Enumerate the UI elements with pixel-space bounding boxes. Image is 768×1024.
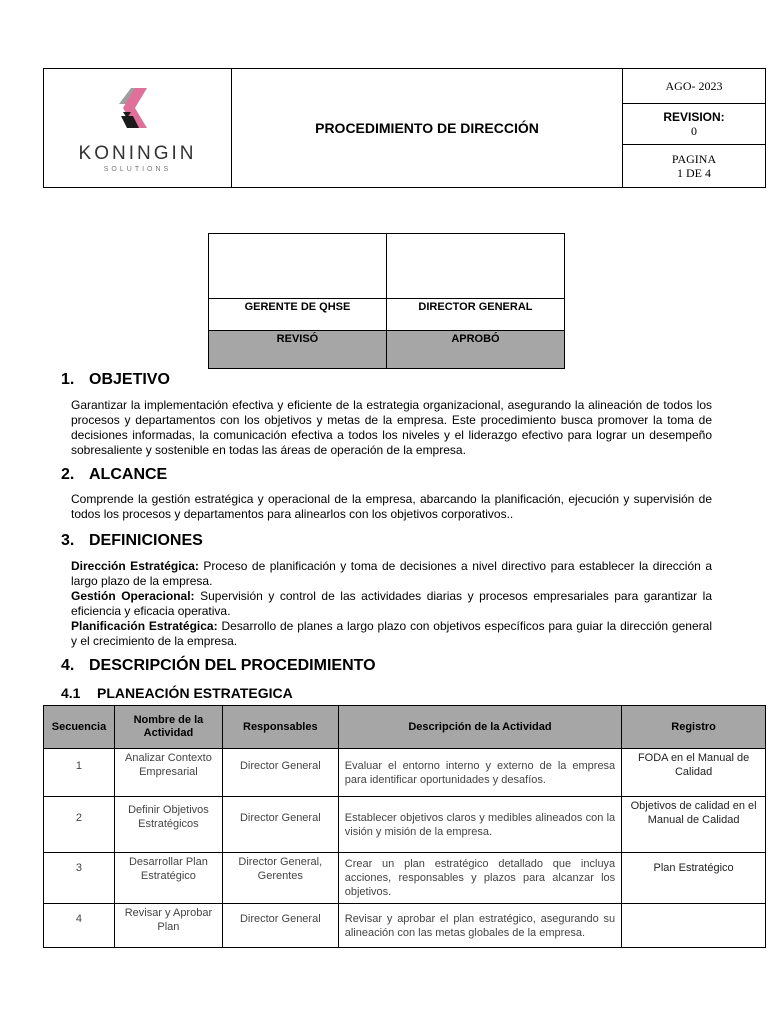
definition-item: Planificación Estratégica: Desarrollo de planes a largo plazo con objetivos específicos para guiar la dirección general y el crecimiento de la empresa. xyxy=(71,619,712,648)
cell-responsible: Director General, Gerentes xyxy=(222,853,338,904)
section-text-objetivo: Garantizar la implementación efectiva y eficiente de la estrategia organizacional, asegurando la alineación de todos los procesos y departamentos con los objetivos y metas de la empresa. Este procedimiento busca promover la toma de decisiones informadas, la comunicación efectiva a todos los niveles y el liderazgo efectivo para lograr un desempeño sobresaliente y sostenible en todas las áreas de operación de la empresa. xyxy=(71,398,712,457)
section-heading-alcance: 2. ALCANCE xyxy=(61,466,168,483)
cell-sequence: 3 xyxy=(44,853,115,904)
cell-activity: Analizar Contexto Empresarial xyxy=(114,749,222,797)
table-row xyxy=(44,797,766,853)
cell-responsible: Director General xyxy=(222,749,338,797)
revision-value: 0 xyxy=(691,124,697,138)
table-row xyxy=(44,853,766,904)
section-heading-definiciones: 3. DEFINICIONES xyxy=(61,532,203,549)
cell-description: Crear un plan estratégico detallado que incluya acciones, responsables y plazos para alcanzar los objetivos. xyxy=(338,853,621,904)
procedure-table xyxy=(43,705,766,948)
logo-cell xyxy=(44,69,232,188)
section-heading-objetivo: 1. OBJETIVO xyxy=(61,371,170,388)
revision-cell xyxy=(623,104,766,145)
table-row xyxy=(44,749,766,797)
signer-right-name: DIRECTOR GENERAL xyxy=(386,299,564,331)
cell-record: FODA en el Manual de Calidad xyxy=(622,749,766,797)
company-subtitle: SOLUTIONS xyxy=(103,165,172,173)
cell-record: Plan Estratégico xyxy=(622,853,766,904)
page-cell xyxy=(623,145,766,188)
signature-space-left xyxy=(209,234,387,299)
cell-record: Objetivos de calidad en el Manual de Calidad xyxy=(622,797,766,853)
cell-sequence: 1 xyxy=(44,749,115,797)
cell-sequence: 4 xyxy=(44,904,115,948)
cell-description: Evaluar el entorno interno y externo de la empresa para identificar oportunidades y desafíos. xyxy=(338,749,621,797)
table-row xyxy=(44,904,766,948)
cell-activity: Definir Objetivos Estratégicos xyxy=(114,797,222,853)
cell-sequence: 2 xyxy=(44,797,115,853)
column-header: Registro xyxy=(622,706,766,749)
column-header: Nombre de la Actividad xyxy=(114,706,222,749)
signer-right-role: APROBÓ xyxy=(386,331,564,369)
page-label: PAGINA xyxy=(671,152,717,166)
column-header: Responsables xyxy=(222,706,338,749)
definitions-list xyxy=(71,559,712,649)
document-title: PROCEDIMIENTO DE DIRECCIÓN xyxy=(232,69,623,188)
definition-item: Dirección Estratégica: Proceso de planificación y toma de decisiones a nivel directivo para establecer la dirección a largo plazo de la empresa. xyxy=(71,559,712,588)
column-header: Secuencia xyxy=(44,706,115,749)
revision-label: REVISION: xyxy=(663,110,725,124)
cell-activity: Revisar y Aprobar Plan xyxy=(114,904,222,948)
cell-responsible: Director General xyxy=(222,904,338,948)
koningin-logo-icon xyxy=(113,84,163,134)
signer-left-role: REVISÓ xyxy=(209,331,387,369)
company-name: KONINGIN xyxy=(78,142,197,164)
definition-item: Gestión Operacional: Supervisión y control de las actividades diarias y procesos empresariales para garantizar la eficiencia y eficacia operativa. xyxy=(71,589,713,618)
cell-description: Establecer objetivos claros y medibles alineados con la visión y misión de la empresa. xyxy=(338,797,621,853)
document-header xyxy=(43,68,766,188)
signature-space-right xyxy=(386,234,564,299)
section-text-alcance: Comprende la gestión estratégica y operacional de la empresa, abarcando la planificación, ejecución y supervisión de todos los procesos y departamentos para alinearlos con los objetivos corporativos.. xyxy=(71,492,712,521)
signer-left-name: GERENTE DE QHSE xyxy=(209,299,387,331)
cell-record xyxy=(622,904,766,948)
table-header-row xyxy=(44,706,766,749)
section-heading-descripcion: 4. DESCRIPCIÓN DEL PROCEDIMIENTO xyxy=(61,657,376,674)
subsection-heading-planeacion: 4.1 PLANEACIÓN ESTRATEGICA xyxy=(61,685,293,701)
cell-description: Revisar y aprobar el plan estratégico, asegurando su alineación con las metas globales de la empresa. xyxy=(338,904,621,948)
page-value: 1 DE 4 xyxy=(677,166,711,180)
cell-activity: Desarrollar Plan Estratégico xyxy=(114,853,222,904)
document-date: AGO- 2023 xyxy=(623,69,766,104)
signature-table xyxy=(208,233,565,369)
cell-responsible: Director General xyxy=(222,797,338,853)
column-header: Descripción de la Actividad xyxy=(338,706,621,749)
